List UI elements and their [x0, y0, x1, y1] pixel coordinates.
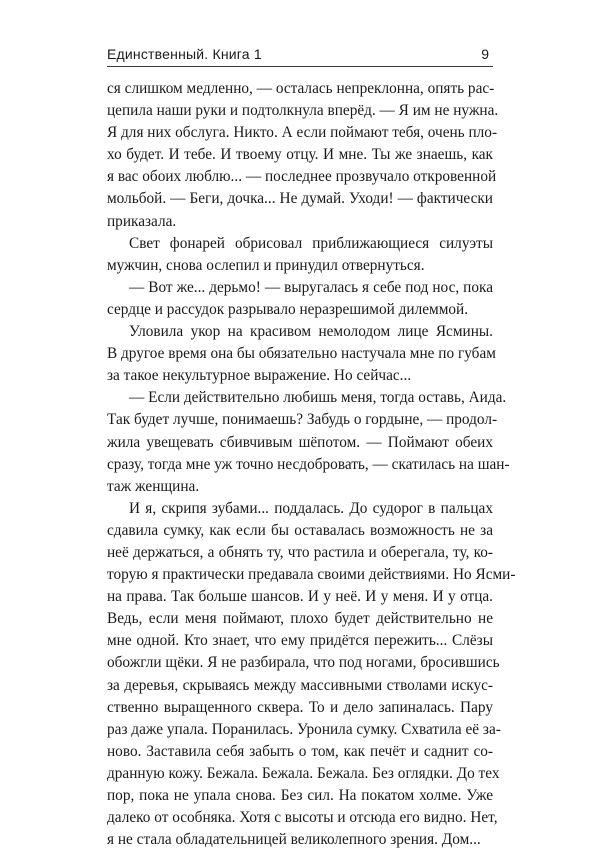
text-line: ся слишком медленно, — осталась непреклонна, опять рас- — [107, 80, 495, 97]
text-line: я не стала обладательницей великолепного зрения. Дом... — [107, 831, 481, 849]
text-line: жила увещевать сбивчивым шёпотом. — Поймают обеих — [107, 433, 493, 451]
text-line: Ведь, если меня поймают, плохо будет действительно не — [107, 610, 493, 628]
paragraph — [107, 277, 493, 321]
paragraph — [107, 233, 493, 277]
text-line: я вас обоих люблю... — последнее прозвучало откровенной — [107, 168, 497, 186]
text-line: Так будет лучше, понимаешь? Забудь о гордыне, — продол- — [107, 411, 498, 429]
text-line: обожгли щёки. Я не разбирала, что под ногами, бросившись — [107, 654, 500, 672]
paragraph — [107, 498, 516, 851]
text-line: за деревья, скрываясь между массивными стволами искус- — [107, 676, 493, 694]
text-line: хо будет. И тебе. И твоему отцу. И мне. Ты же знаешь, как — [107, 146, 493, 164]
page-number: 9 — [481, 46, 489, 62]
running-header — [107, 44, 493, 67]
text-line: Уловила укор на красивом немолодом лице Ясмины. — [129, 323, 493, 341]
text-line: — Если действительно любишь меня, тогда оставь, Аида. — [129, 389, 507, 407]
text-line: В другое время она бы обязательно настучала мне по губам — [107, 345, 496, 363]
text-line: приказала. — [107, 212, 177, 230]
paragraph — [107, 387, 510, 497]
body-text — [107, 78, 516, 851]
text-line: ственно выращенного сквера. То и дело запиналась. Пару — [107, 698, 493, 716]
running-title: Единственный. Книга 1 — [107, 46, 262, 62]
text-line: мне одной. Кто знает, что ему придётся пережить... Слёзы — [107, 632, 493, 650]
text-line: Я для них обслуга. Никто. А если поймают тебя, очень пло- — [107, 124, 498, 142]
text-line: цепила наши руки и подтолкнула вперёд. — Я им не нужна. — [107, 102, 499, 120]
text-line: сдавила сумку, как если бы оставалась возможность не за — [107, 521, 493, 539]
text-line: — Вот же... дерьмо! — выругалась я себе под нос, пока — [129, 278, 493, 296]
text-line: дранную кожу. Бежала. Бежала. Бежала. Без оглядки. До тех — [107, 764, 500, 782]
text-line: сразу, тогда мне уж точно несдобровать, — скатилась на шан- — [107, 455, 510, 473]
paragraph — [107, 78, 499, 233]
text-line: неё держаться, а обнять ту, что растила и оберегала, ту, ко- — [107, 543, 493, 561]
paragraph — [107, 321, 496, 387]
text-line: таж женщина. — [107, 477, 200, 495]
text-line: за такое некультурное выражение. Но сейчас... — [107, 367, 412, 385]
text-line: И я, скрипя зубами... поддалась. До судорог в пальцах — [129, 499, 493, 517]
text-line: на права. Так больше шансов. И у неё. И у меня. И у отца. — [107, 588, 493, 606]
text-line: мужчин, снова ослепил и принудил отвернуться. — [107, 256, 425, 274]
text-line: ново. Заставила себя забыть о том, как печёт и саднит со- — [107, 742, 493, 760]
text-line: сердце и рассудок разрывало неразрешимой дилеммой. — [107, 300, 469, 318]
text-line: раз даже упала. Поранилась. Уронила сумку. Схватила её за- — [107, 720, 501, 738]
text-line: далеко от особняка. Хотя с высоты и отсюда его видно. Нет, — [107, 809, 498, 827]
text-line: Свет фонарей обрисовал приближающиеся силуэты — [129, 234, 493, 252]
text-line: мольбой. — Беги, дочка... Не думай. Уходи! — фактически — [107, 190, 493, 208]
text-line: пор, пока не упала снова. Без сил. На покатом холме. Уже — [107, 787, 493, 804]
text-line: торую я практически предавала своими действиями. Но Ясми- — [107, 566, 516, 584]
